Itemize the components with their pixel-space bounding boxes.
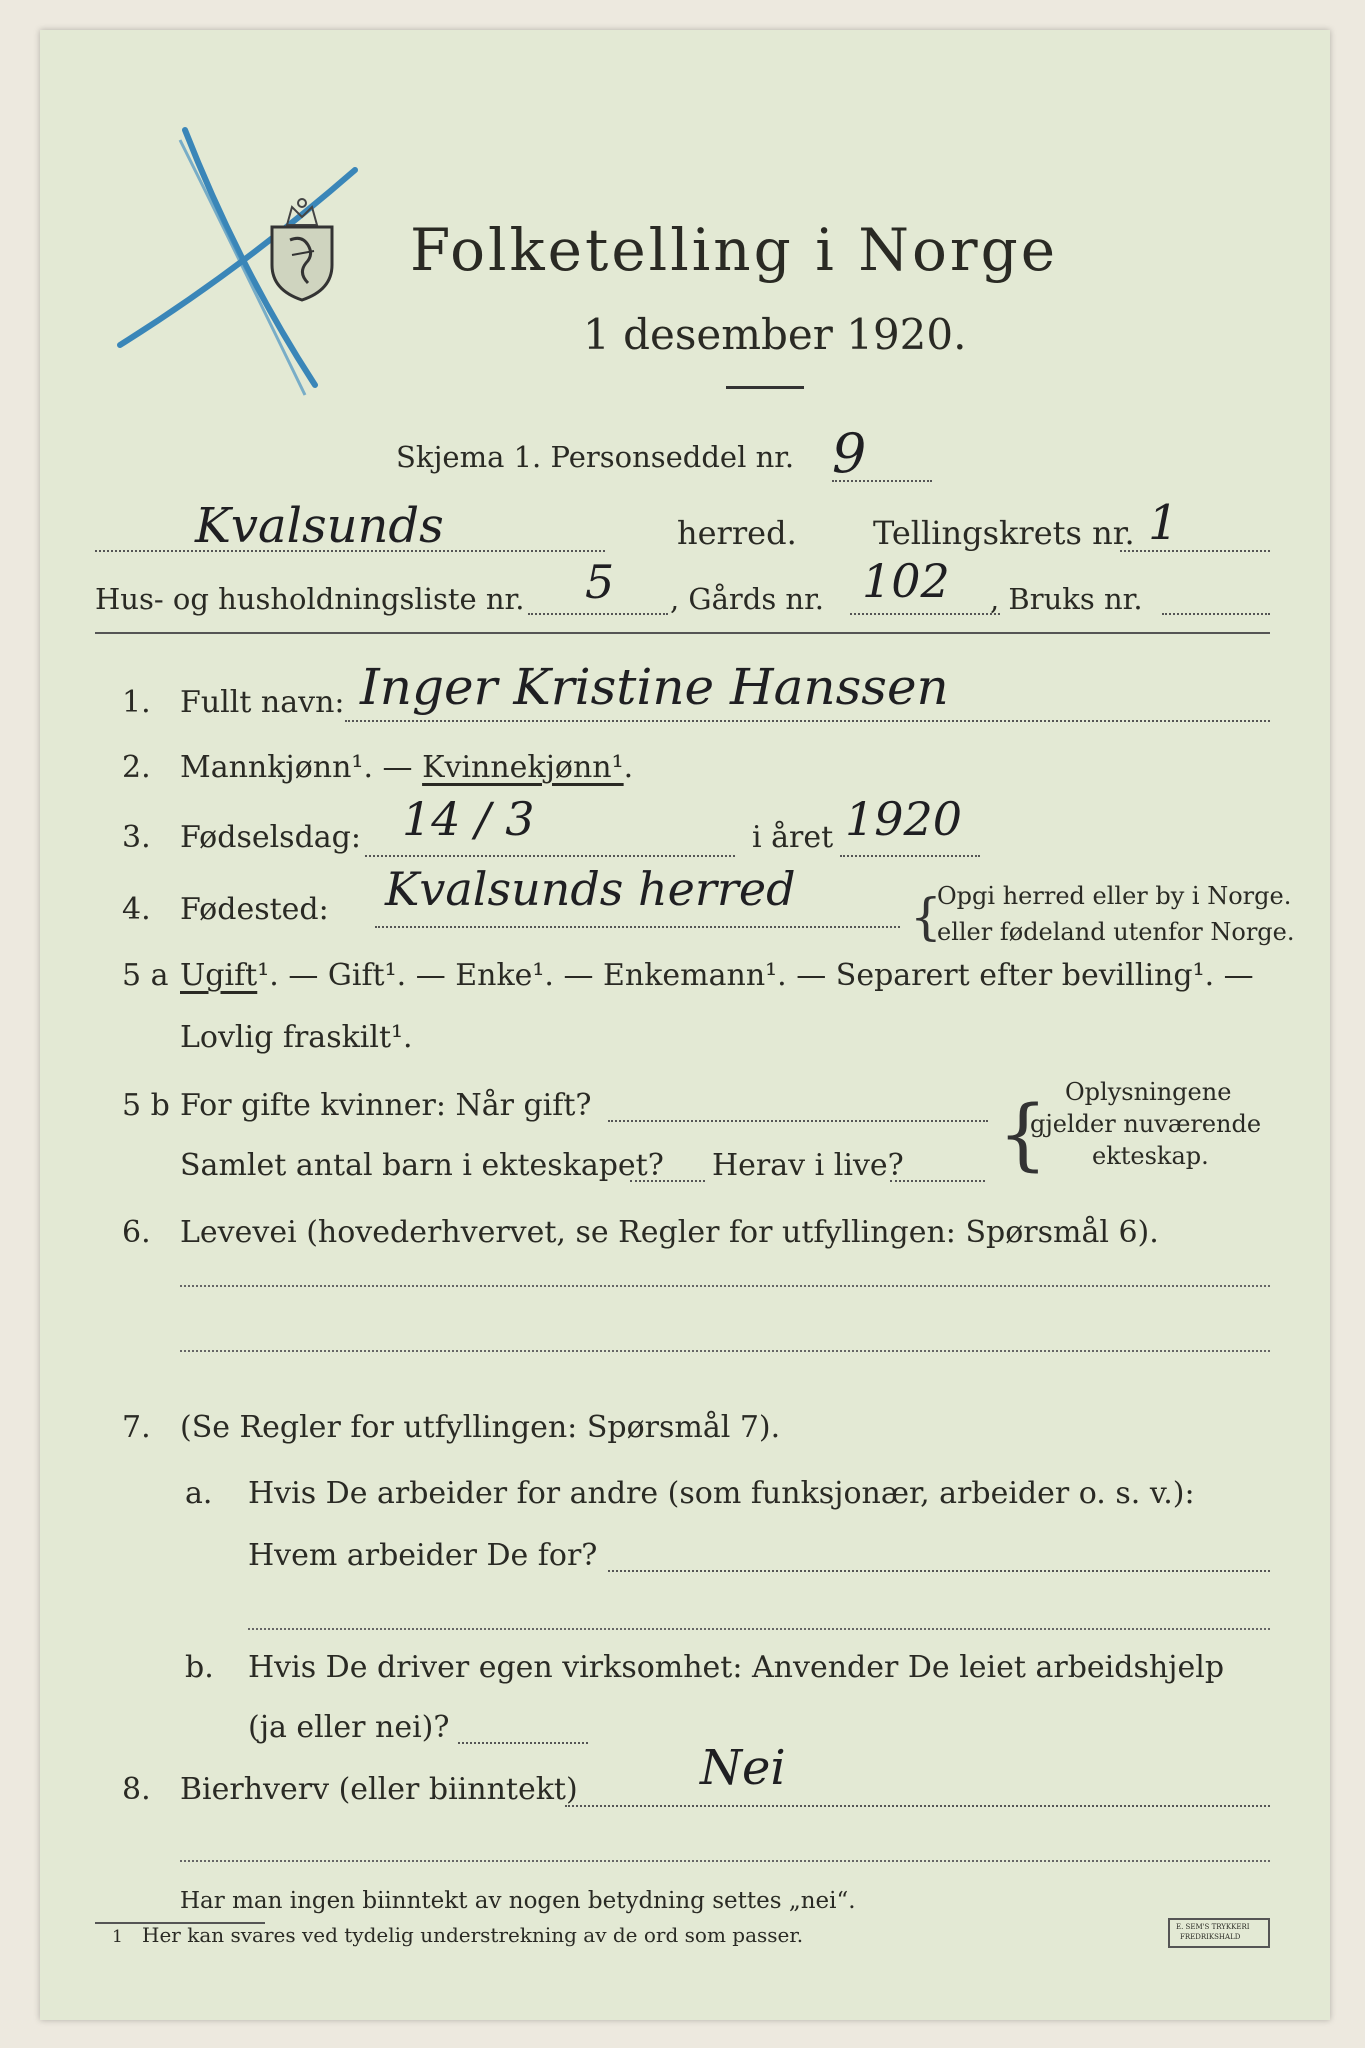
tellingskrets-line <box>1120 550 1270 552</box>
census-date: 1 desember 1920. <box>583 310 967 359</box>
q3-year-line <box>840 855 980 857</box>
q4-brace: { <box>910 888 942 946</box>
bruks-label: , Bruks nr. <box>990 582 1143 616</box>
q4-label: Fødested: <box>180 892 329 927</box>
section-rule <box>95 632 1270 634</box>
q5a-number: 5 a <box>122 958 169 993</box>
q5b-alive-line <box>890 1180 985 1182</box>
q2-sex <box>180 750 633 785</box>
q3-birth-date[interactable]: 14 / 3 <box>402 792 535 846</box>
q7a-text: Hvis De arbeider for andre (som funksjonær, arbeider o. s. v.): <box>248 1476 1195 1511</box>
q5a-fraskilt: Lovlig fraskilt¹. <box>180 1020 413 1055</box>
q8-number: 8. <box>122 1772 151 1807</box>
q1-full-name[interactable]: Inger Kristine Hanssen <box>360 658 949 716</box>
q7b-letter: b. <box>185 1650 214 1685</box>
q6-number: 6. <box>122 1215 151 1250</box>
q3-number: 3. <box>122 820 151 855</box>
q1-label: Fullt navn: <box>180 685 345 720</box>
q7a-employer-line[interactable] <box>608 1570 1270 1572</box>
census-form-page <box>40 30 1330 2020</box>
q7b-question: (ja eller nei)? <box>248 1710 450 1745</box>
q6-answer-line-2[interactable] <box>180 1350 1270 1352</box>
tellingskrets-value[interactable]: 1 <box>1148 495 1179 551</box>
printer-stamp <box>1168 1918 1270 1948</box>
schema-value[interactable]: 9 <box>832 422 867 485</box>
q6-text: Levevei (hovederhvervet, se Regler for utfyllingen: Spørsmål 6). <box>180 1215 1159 1250</box>
footnote-mark: 1 <box>112 1927 123 1947</box>
q4-note-1: Opgi herred eller by i Norge. <box>937 882 1292 910</box>
schema-line <box>832 480 932 482</box>
q5b-brace: { <box>998 1090 1048 1180</box>
q1-line <box>345 720 1270 722</box>
q2-mannkjonn: Mannkjønn¹. — <box>180 750 423 785</box>
q8-answer-line-2[interactable] <box>180 1860 1270 1862</box>
gards-value[interactable]: 102 <box>862 554 950 608</box>
q3-label: Fødselsdag: <box>180 820 361 855</box>
q2-kvinnekjonn[interactable]: Kvinnekjønn¹ <box>422 750 624 785</box>
printer-stamp-line-1: E. SEM'S TRYKKERI <box>1176 1923 1250 1931</box>
q4-note-2: eller fødeland utenfor Norge. <box>937 918 1295 946</box>
q5b-married-line <box>608 1120 988 1122</box>
q8-line <box>565 1805 1270 1807</box>
printer-stamp-line-2: FREDRIKSHALD <box>1180 1933 1241 1941</box>
hus-label: Hus- og husholdningsliste nr. <box>95 582 525 616</box>
q4-number: 4. <box>122 892 151 927</box>
herred-label: herred. <box>677 514 797 552</box>
q4-line <box>375 926 900 928</box>
q3-year-value[interactable]: 1920 <box>845 792 963 846</box>
q5a-status <box>180 958 1254 993</box>
tellingskrets-label: Tellingskrets nr. <box>873 514 1135 552</box>
gards-line <box>850 613 1000 615</box>
herred-value[interactable]: Kvalsunds <box>195 498 444 554</box>
hus-line <box>528 613 668 615</box>
q7b-answer-line[interactable] <box>458 1742 588 1744</box>
q2-number: 2. <box>122 750 151 785</box>
herred-line <box>95 550 605 552</box>
nei-note: Har man ingen biinntekt av nogen betydning settes „nei“. <box>180 1888 856 1914</box>
q2-period: . <box>623 750 634 785</box>
schema-label: Skjema 1. Personseddel nr. <box>396 440 795 474</box>
footnote-text: Her kan svares ved tydelig understrekning av de ord som passer. <box>142 1923 804 1947</box>
q7b-text: Hvis De driver egen virksomhet: Anvender De leiet arbeidshjelp <box>248 1650 1225 1685</box>
q4-birthplace[interactable]: Kvalsunds herred <box>385 862 796 916</box>
form-title: Folketelling i Norge <box>410 216 1059 284</box>
q8-label: Bierhverv (eller biinntekt) <box>180 1772 578 1807</box>
q6-answer-line-1[interactable] <box>180 1285 1270 1287</box>
q7a-employer-line-2[interactable] <box>248 1628 1270 1630</box>
q3-year-label: i året <box>752 820 834 855</box>
q5b-number: 5 b <box>122 1088 170 1123</box>
q8-value[interactable]: Nei <box>700 1740 786 1796</box>
gards-label: , Gårds nr. <box>670 582 824 616</box>
coat-of-arms-icon <box>262 195 342 305</box>
q7-number: 7. <box>122 1410 151 1445</box>
q5b-children-line <box>630 1180 705 1182</box>
q5a-ugift[interactable]: Ugift <box>180 958 258 993</box>
hus-value[interactable]: 5 <box>585 555 615 609</box>
q7a-employer-label: Hvem arbeider De for? <box>248 1538 598 1573</box>
q5b-children-alive: Herav i live? <box>712 1148 904 1183</box>
bruks-line <box>1162 613 1270 615</box>
title-divider <box>726 386 804 389</box>
q7-text: (Se Regler for utfyllingen: Spørsmål 7). <box>180 1410 781 1445</box>
q5b-married-when: For gifte kvinner: Når gift? <box>180 1088 592 1123</box>
q3-line <box>365 855 735 857</box>
q5a-other-statuses: ¹. — Gift¹. — Enke¹. — Enkemann¹. — Separert efter bevilling¹. — <box>257 958 1254 993</box>
q5b-note-1: Oplysningene <box>1065 1078 1232 1106</box>
q7a-letter: a. <box>185 1476 213 1511</box>
q5b-children-total: Samlet antal barn i ekteskapet? <box>180 1148 664 1183</box>
q1-number: 1. <box>122 685 151 720</box>
q5b-note-3: ekteskap. <box>1092 1142 1209 1170</box>
q5b-note-2: gjelder nuværende <box>1030 1110 1262 1138</box>
